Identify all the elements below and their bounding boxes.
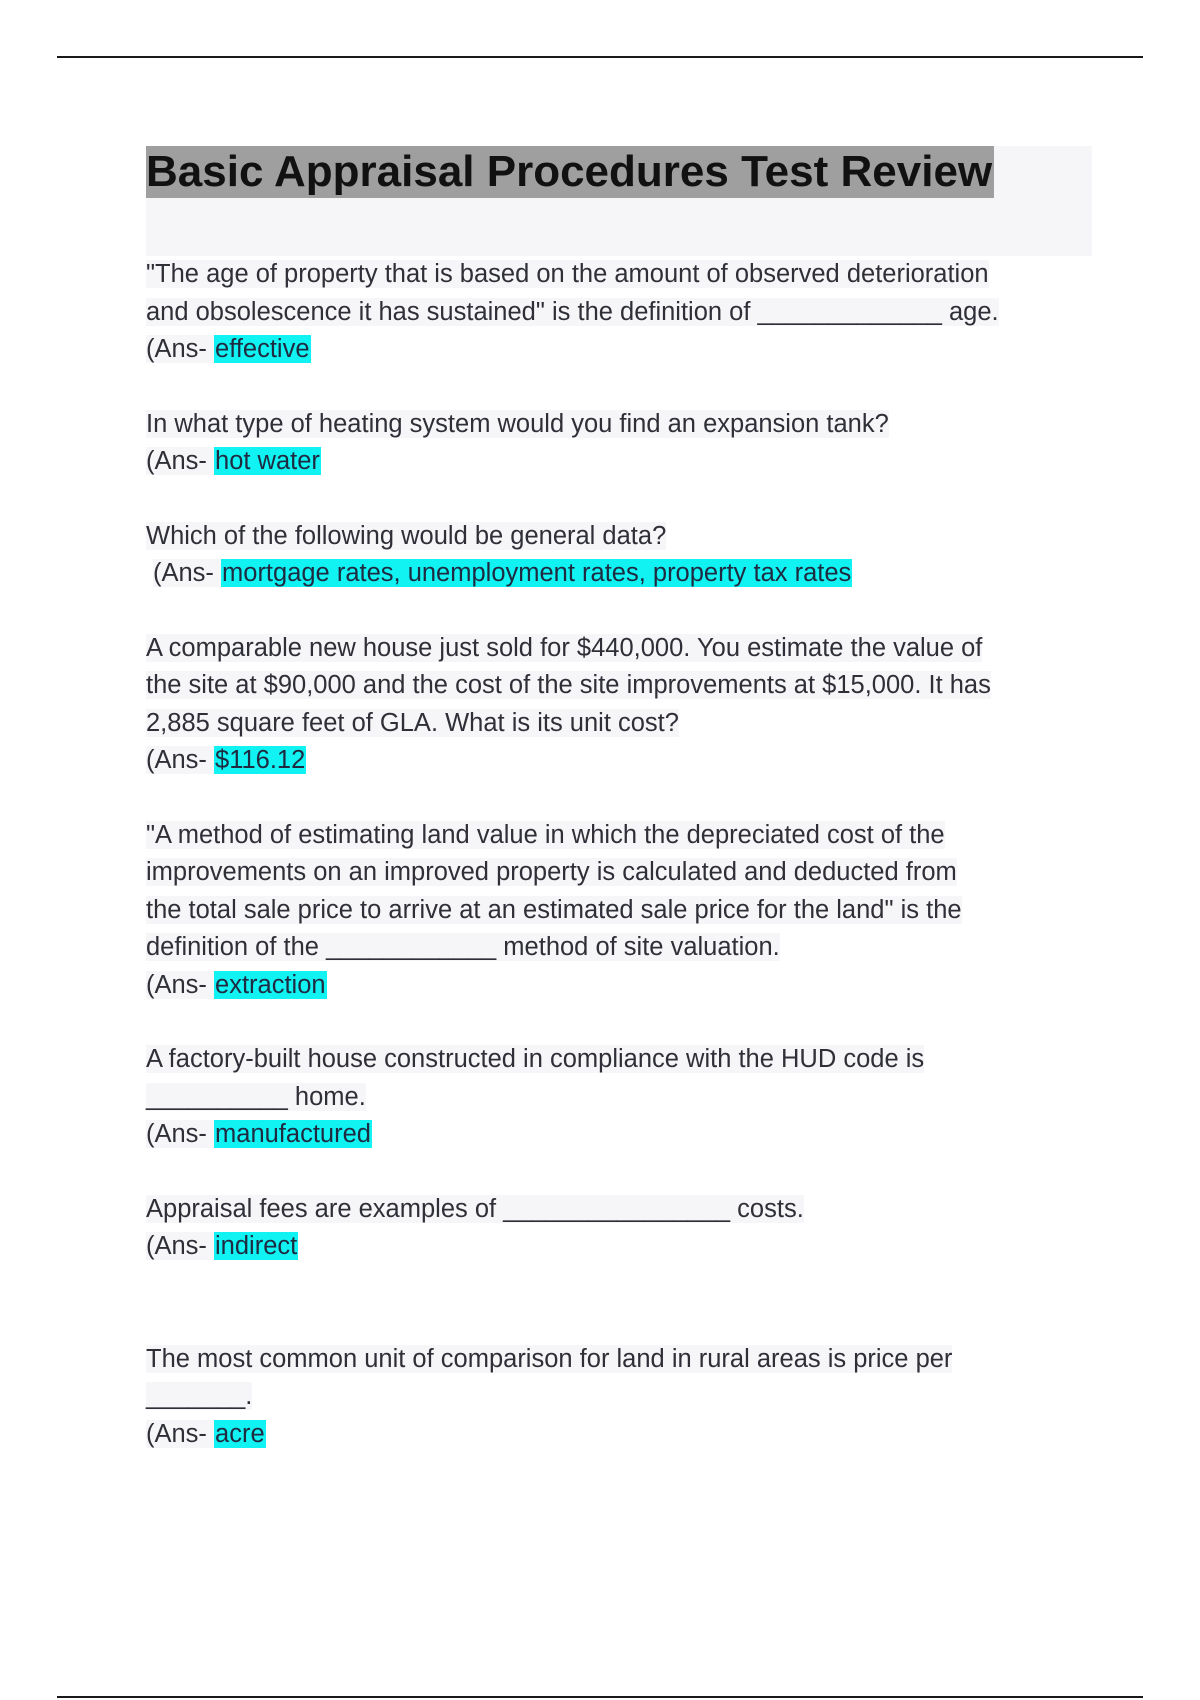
question-line: 2,885 square feet of GLA. What is its unit cost? bbox=[146, 708, 679, 737]
question-line: "A method of estimating land value in which the depreciated cost of the bbox=[146, 820, 945, 849]
question-5 bbox=[146, 817, 1092, 967]
question-line: definition of the ____________ method of site valuation. bbox=[146, 933, 780, 961]
answer-prefix: (Ans- bbox=[146, 1419, 215, 1448]
answer-prefix: (Ans- bbox=[146, 447, 215, 475]
qa-item-2 bbox=[146, 406, 1092, 481]
answer-3 bbox=[146, 555, 1092, 593]
answer-highlight: effective bbox=[215, 335, 310, 363]
answer-6 bbox=[146, 1116, 1092, 1154]
question-line: Which of the following would be general data? bbox=[146, 521, 667, 550]
answer-prefix: (Ans- bbox=[146, 335, 215, 363]
answer-prefix: (Ans- bbox=[146, 1232, 215, 1260]
answer-highlight: indirect bbox=[215, 1232, 298, 1260]
question-line: In what type of heating system would you find an expansion tank? bbox=[146, 409, 889, 438]
answer-4 bbox=[146, 742, 1092, 780]
question-line: A comparable new house just sold for $440,000. You estimate the value of bbox=[146, 633, 983, 662]
qa-item-1 bbox=[146, 256, 1092, 369]
qa-item-5 bbox=[146, 817, 1092, 1005]
qa-item-7 bbox=[146, 1191, 1092, 1266]
question-line: and obsolescence it has sustained" is the definition of _____________ age. bbox=[146, 297, 999, 326]
document-body bbox=[146, 146, 1092, 1453]
answer-highlight: hot water bbox=[215, 447, 320, 475]
answer-highlight: manufactured bbox=[215, 1120, 371, 1148]
qa-item-6 bbox=[146, 1041, 1092, 1154]
answer-prefix: (Ans- bbox=[146, 746, 215, 774]
answer-7 bbox=[146, 1228, 1092, 1266]
question-line: the site at $90,000 and the cost of the site improvements at $15,000. It has bbox=[146, 671, 991, 699]
question-line: __________ home. bbox=[146, 1082, 366, 1111]
answer-prefix: (Ans- bbox=[153, 559, 222, 587]
question-line: the total sale price to arrive at an estimated sale price for the land" is the bbox=[146, 895, 962, 924]
question-line: A factory-built house constructed in compliance with the HUD code is bbox=[146, 1045, 925, 1073]
bottom-rule bbox=[57, 1696, 1143, 1698]
answer-8 bbox=[146, 1416, 1092, 1454]
question-2 bbox=[146, 406, 1092, 444]
question-8 bbox=[146, 1341, 1092, 1416]
answer-2 bbox=[146, 443, 1092, 481]
answer-1 bbox=[146, 331, 1092, 369]
title-block bbox=[146, 146, 1092, 256]
question-4 bbox=[146, 630, 1092, 743]
qa-item-8 bbox=[146, 1341, 1092, 1454]
answer-prefix: (Ans- bbox=[146, 1120, 215, 1148]
document-title: Basic Appraisal Procedures Test Review bbox=[146, 147, 993, 196]
top-rule bbox=[57, 56, 1143, 58]
question-6 bbox=[146, 1041, 1092, 1116]
answer-highlight: $116.12 bbox=[215, 746, 306, 774]
question-line: Appraisal fees are examples of ________________ costs. bbox=[146, 1194, 804, 1223]
question-1 bbox=[146, 256, 1092, 331]
answer-5 bbox=[146, 967, 1092, 1005]
qa-item-4 bbox=[146, 630, 1092, 780]
qa-item-3 bbox=[146, 518, 1092, 593]
question-3 bbox=[146, 518, 1092, 556]
question-line: improvements on an improved property is calculated and deducted from bbox=[146, 858, 957, 886]
question-line: "The age of property that is based on the amount of observed deterioration bbox=[146, 260, 989, 288]
question-line: _______. bbox=[146, 1382, 253, 1410]
answer-highlight: acre bbox=[215, 1419, 265, 1448]
question-7 bbox=[146, 1191, 1092, 1229]
question-line: The most common unit of comparison for land in rural areas is price per bbox=[146, 1344, 953, 1373]
answer-highlight: extraction bbox=[215, 970, 326, 999]
answer-highlight: mortgage rates, unemployment rates, property tax rates bbox=[222, 559, 852, 587]
answer-prefix: (Ans- bbox=[146, 970, 215, 999]
